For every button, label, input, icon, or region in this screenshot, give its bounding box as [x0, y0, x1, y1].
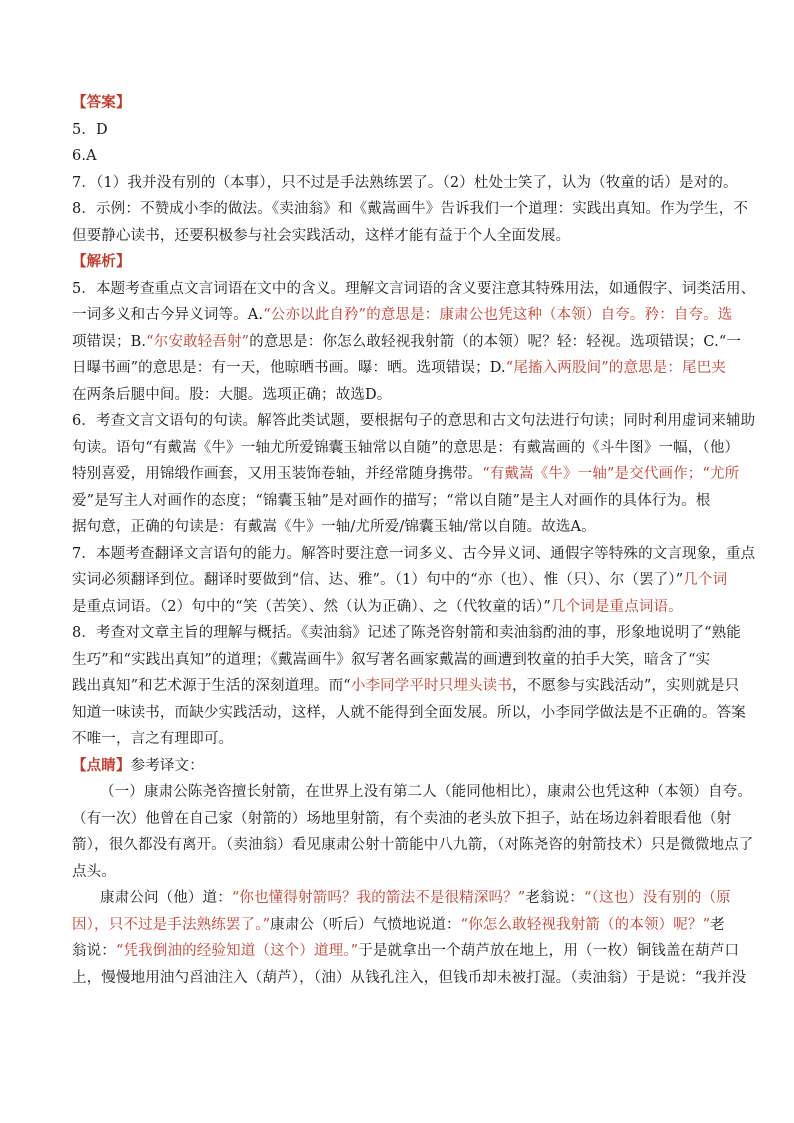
quote-highlight: “有戴嵩《牛》一轴”是交代画作；“尤所 — [482, 466, 740, 482]
quote-highlight: 几个词 — [683, 572, 728, 588]
analysis-line: 7．本题考查翻译文言语句的能力。解答时要注意一词多义、古今异义词、通假字等特殊的文言现象，重点 — [72, 545, 756, 562]
translation-line — [72, 885, 731, 912]
analysis-text: 日曝书画”的意思是：有一天，他晾晒书画。曝：晒。选项错误；D. — [72, 360, 506, 376]
quote-highlight: 几个词是重点词语。 — [550, 598, 683, 615]
answer-item: 但要静心读书，还要积极参与社会实践活动，这样才能有益于个人全面发展。 — [72, 227, 571, 244]
analysis-text: ，不愿参与实践活动”，实则就是只 — [511, 678, 740, 694]
analysis-line — [72, 673, 740, 700]
analysis-text: 的意思是：你怎么敢轻视我射箭（的本领）呢？轻：轻视。选项错误；C.“一 — [249, 333, 742, 350]
analysis-line — [72, 594, 724, 621]
analysis-line: 爱”是写主人对画作的态度；“锦囊玉轴”是对画作的描写；“常以自随”是主人对画作的具体行为。根 — [72, 492, 711, 509]
analysis-line: 生巧”和“实践出真知”的道理；《戴嵩画牛》叙写著名画家戴嵩的画遭到牧童的拍手大笑，暗含了“实 — [72, 651, 711, 668]
quote-highlight: “尾搐入两股间”的意思是：尾巴夹 — [505, 360, 727, 376]
translation-text: 老翁说： — [525, 890, 584, 906]
translation-text: 康肃公（听后）气愤地说道： — [270, 916, 461, 933]
analysis-line: 不唯一，言之有理即可。 — [72, 731, 234, 747]
analysis-text: 是重点词语。（2）句中的“笑（苦笑）、然（认为正确）、之（代牧童的话）” — [72, 598, 551, 615]
analysis-text: 践出真知”和艺术源于生活的深刻道理。而“ — [72, 678, 351, 694]
analysis-line: 在两条后腿中间。股：大腿。选项正确；故选D。 — [72, 386, 392, 403]
analysis-line — [72, 567, 728, 594]
analysis-text: 实词必须翻译到位。翻译时要做到“信、达、雅”。（1）句中的“亦（也）、惟（只）、尔（罢了）” — [72, 572, 684, 588]
answer-item: 8．示例：不赞成小李的做法。《卖油翁》和《戴嵩画牛》告诉我们一个道理：实践出真知。作为学生，不 — [72, 201, 749, 217]
translation-line — [72, 938, 740, 965]
keypoint-label: 参考译文： — [130, 757, 204, 774]
translation-text: 老 — [710, 916, 725, 933]
analysis-line: 8．考查对文章主旨的理解与概括。《卖油翁》记述了陈尧咨射箭和卖油翁酌油的事，形象地说明了“熟能 — [72, 625, 741, 641]
quote-highlight: “凭我倒油的经验知道（这个）道理。” — [115, 943, 359, 959]
analysis-line: 5．本题考查重点文言词语在文中的含义。理解文言词语的含义要注意其特殊用法，如通假字、词类活用、 — [72, 280, 756, 297]
analysis-header: 【解析】 — [72, 253, 131, 270]
quote-highlight: “（这也）没有别的（原 — [583, 890, 731, 906]
translation-text: 翁说： — [72, 943, 116, 959]
answer-item: 7．（1）我并没有别的（本事），只不过是手法熟练罢了。（2）杜处士笑了，认为（牧童的话）是对的。 — [72, 174, 738, 191]
analysis-text: 一词多义和古今异义词等。A. — [72, 307, 264, 323]
quote-highlight: “公亦以此自矜”的意思是：康肃公也凭这种（本领）自夸。矜：自夸。选 — [263, 307, 733, 323]
analysis-line: 据句意，正确的句读是：有戴嵩《牛》一轴/尤所爱/锦囊玉轴/常以自随。故选A。 — [72, 519, 596, 535]
answer-item: 5．D — [72, 121, 108, 138]
analysis-line — [72, 355, 727, 382]
analysis-line — [72, 302, 733, 329]
translation-text: 康肃公问（他）道： — [100, 890, 232, 906]
translation-line — [72, 912, 724, 939]
translation-line: 点头。 — [72, 863, 116, 880]
keypoint-line — [72, 753, 724, 780]
quote-highlight: 因），只不过是手法熟练罢了。” — [72, 916, 271, 933]
translation-line: 箭），很久都没有离开。（卖油翁）看见康肃公射十箭能中八九箭，（对陈尧咨的射箭技术）只是微微地点了 — [72, 837, 754, 853]
analysis-line — [72, 461, 740, 488]
translation-line: （一）康肃公陈尧咨擅长射箭，在世界上没有第二人（能同他相比），康肃公也凭这种（本领）自夸。 — [100, 784, 752, 800]
quote-highlight: “你怎么敢轻视我射箭（的本领）呢？” — [460, 916, 711, 933]
translation-text: 于是就拿出一个葫芦放在地上，用（一枚）铜钱盖在葫芦口 — [358, 943, 740, 959]
quote-highlight: 小李同学平时只埋头读书 — [350, 678, 512, 694]
analysis-line: 知道一味读书，而缺少实践活动，这样，人就不能得到全面发展。所以，小李同学做法是不正确的。答案 — [72, 704, 746, 721]
analysis-line: 句读。语句“有戴嵩《牛》一轴尤所爱锦囊玉轴常以自随”的意思是：有戴嵩画的《斗牛图》一幅，（他） — [72, 439, 740, 456]
document-page — [72, 90, 756, 991]
answer-header: 【答案】 — [72, 94, 131, 111]
analysis-line: 6．考查文言文语句的句读。解答此类试题，要根据句子的意思和古文句法进行句读；同时利用虚词来辅助 — [72, 413, 756, 429]
keypoint-header: 【点睛】 — [72, 756, 131, 774]
quote-highlight: “尔安敢轻吾射” — [146, 333, 250, 350]
quote-highlight: “你也懂得射箭吗？我的箭法不是很精深吗？” — [231, 890, 526, 906]
answer-item: 6.A — [72, 148, 97, 164]
translation-line: 上，慢慢地用油勺舀油注入（葫芦），（油）从钱孔注入，但钱币却未被打湿。（卖油翁）于是说：“我并没 — [72, 969, 747, 986]
analysis-text: 特别喜爱，用锦缎作画套，又用玉装饰卷轴，并经常随身携带。 — [72, 466, 483, 482]
analysis-text: 项错误；B. — [72, 333, 147, 350]
translation-line: （有一次）他曾在自己家（射箭的）场地里射箭，有个卖油的老头放下担子，站在场边斜着眼看他（射 — [72, 810, 732, 827]
analysis-line — [72, 329, 742, 356]
